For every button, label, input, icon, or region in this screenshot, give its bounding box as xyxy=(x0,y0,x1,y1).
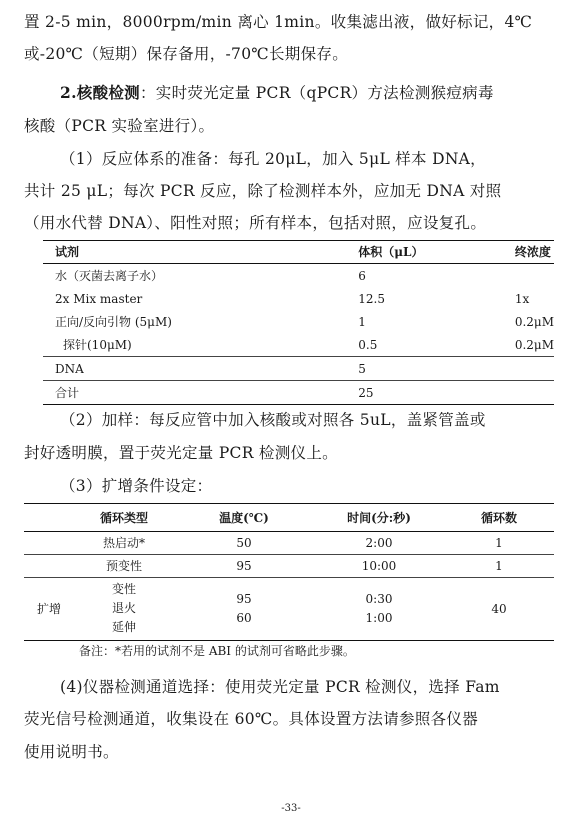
table-row xyxy=(24,555,554,578)
cell-group xyxy=(24,532,74,555)
cell-reagent: 合计 xyxy=(43,381,322,405)
reagent-table xyxy=(43,240,554,405)
cell-volume: 0.5 xyxy=(358,337,378,352)
paragraph-line: 核酸（PCR 实验室进行）。 xyxy=(24,117,215,135)
cell-temperature: 50 xyxy=(174,532,314,555)
paragraph-line: （2）加样：每反应管中加入核酸或对照各 5uL，盖紧管盖或 xyxy=(60,411,486,429)
cycle-table xyxy=(24,503,554,641)
table-note: 备注：*若用的试剂不是 ABI 的试剂可省略此步骤。 xyxy=(79,644,355,658)
step-label: 退火 xyxy=(111,601,136,615)
header-cycles: 循环数 xyxy=(444,504,554,532)
paragraph-line: (4)仪器检测通道选择：使用荧光定量 PCR 检测仪，选择 Fam xyxy=(60,678,500,696)
cell-concentration: 0.2μM xyxy=(514,337,554,352)
cell-reagent: DNA xyxy=(43,357,322,381)
cell-reagent: 2x Mix master xyxy=(55,291,143,306)
cell-time xyxy=(314,578,444,641)
time-value: 0:30 xyxy=(365,591,393,606)
table-row xyxy=(43,333,554,357)
table-row xyxy=(43,264,554,288)
cell-temperature xyxy=(174,578,314,641)
temp-stack xyxy=(236,590,251,628)
temp-value: 95 xyxy=(236,591,252,606)
section-heading-line xyxy=(60,83,560,103)
table-row-total xyxy=(43,381,554,405)
cell-group: 扩增 xyxy=(24,578,74,641)
section-heading: 2.核酸检测 xyxy=(60,83,140,102)
header-cycle-type: 循环类型 xyxy=(74,504,174,532)
cell-cycles: 1 xyxy=(444,532,554,555)
paragraph-line: （3）扩增条件设定： xyxy=(60,477,213,495)
cell-concentration xyxy=(503,264,554,288)
cell-volume: 6 xyxy=(358,268,366,283)
step-label: 变性 xyxy=(111,582,136,596)
table-header-row xyxy=(43,241,554,264)
cell-concentration xyxy=(503,381,554,405)
cell-concentration xyxy=(503,357,554,381)
cell-volume: 5 xyxy=(322,357,503,381)
cell-cycle-type xyxy=(74,578,174,641)
cell-concentration: 0.2μM xyxy=(514,314,554,329)
time-stack xyxy=(366,590,393,628)
paragraph-line: 使用说明书。 xyxy=(24,743,119,761)
table-row xyxy=(43,310,554,333)
step-label: 延伸 xyxy=(111,620,136,634)
paragraph-line: 或-20℃（短期）保存备用，-70℃长期保存。 xyxy=(24,45,348,63)
table-header-row xyxy=(24,504,554,532)
page-number: -33- xyxy=(281,803,301,814)
paragraph-line: 置 2-5 min，8000rpm/min 离心 1min。收集滤出液，做好标记，4℃ xyxy=(24,13,533,31)
time-value: 1:00 xyxy=(365,610,393,625)
table-row xyxy=(24,578,554,641)
cell-cycles: 40 xyxy=(444,578,554,641)
paragraph-line: 共计 25 μL；每次 PCR 反应，除了检测样本外，应加无 DNA 对照 xyxy=(24,182,502,200)
cell-reagent: 探针(10μM) xyxy=(63,337,132,352)
header-group xyxy=(24,504,74,532)
cell-concentration: 1x xyxy=(514,291,530,306)
paragraph-text: ：实时荧光定量 PCR（qPCR）方法检测猴痘病毒 xyxy=(139,84,494,102)
cell-time: 10:00 xyxy=(314,555,444,578)
step-stack xyxy=(112,580,136,637)
cell-reagent: 水（灭菌去离子水） xyxy=(55,268,164,283)
header-volume: 体积（μL） xyxy=(322,241,503,264)
header-reagent: 试剂 xyxy=(43,241,322,264)
cell-volume: 1 xyxy=(358,314,366,329)
cell-cycle-type: 热启动* xyxy=(74,532,174,555)
paragraph-line: 封好透明膜，置于荧光定量 PCR 检测仪上。 xyxy=(24,444,338,462)
cell-cycles: 1 xyxy=(444,555,554,578)
table-row xyxy=(43,357,554,381)
temp-value: 60 xyxy=(236,610,252,625)
cell-volume: 25 xyxy=(322,381,503,405)
cell-cycle-type: 预变性 xyxy=(74,555,174,578)
cell-reagent: 正向/反向引物 (5μM) xyxy=(55,314,172,329)
header-time: 时间(分:秒) xyxy=(314,504,444,532)
paragraph-line: （用水代替 DNA）、阳性对照；所有样本，包括对照，应设复孔。 xyxy=(24,214,487,232)
table-row xyxy=(43,287,554,310)
cell-time: 2:00 xyxy=(314,532,444,555)
paragraph-line: 荧光信号检测通道，收集设在 60℃。具体设置方法请参照各仪器 xyxy=(24,710,478,728)
cell-group xyxy=(24,555,74,578)
cell-temperature: 95 xyxy=(174,555,314,578)
paragraph-line: （1）反应体系的准备：每孔 20μL，加入 5μL 样本 DNA， xyxy=(60,150,486,168)
header-final-concentration: 终浓度 xyxy=(503,241,554,264)
header-temperature: 温度(℃) xyxy=(174,504,314,532)
table-row xyxy=(24,532,554,555)
cell-volume: 12.5 xyxy=(358,291,385,306)
